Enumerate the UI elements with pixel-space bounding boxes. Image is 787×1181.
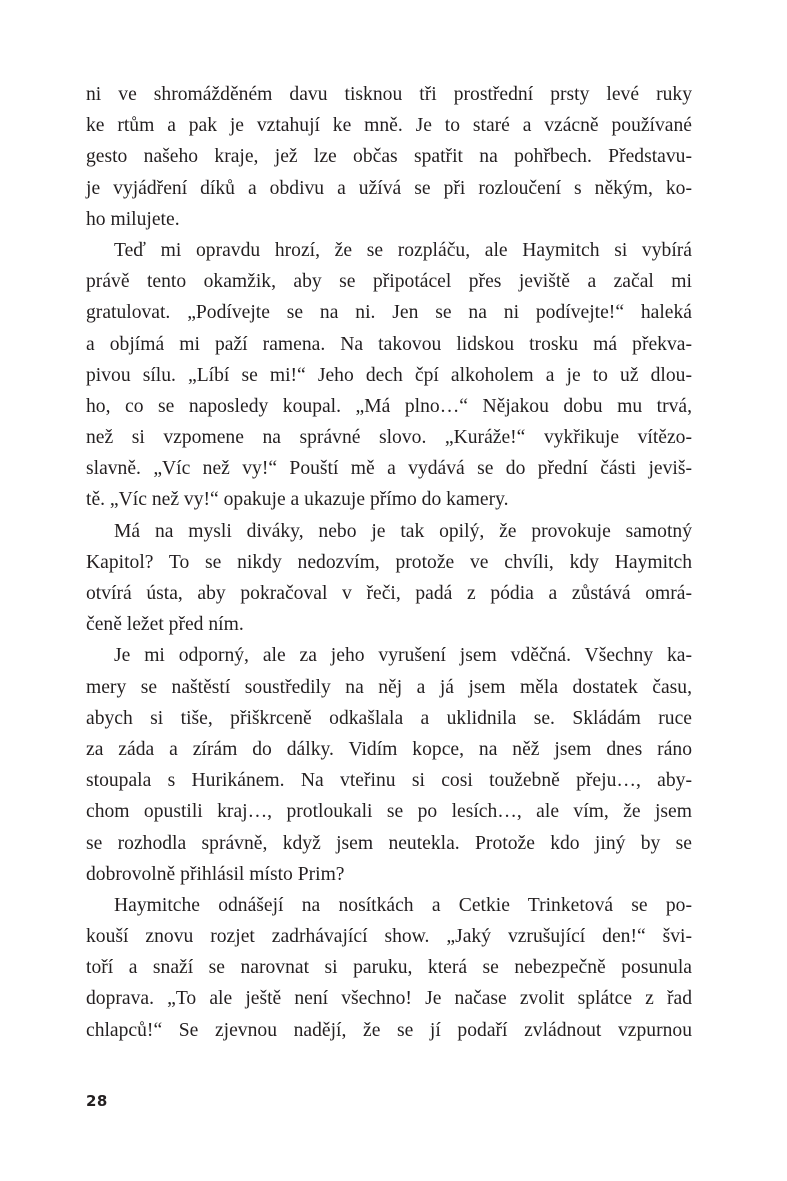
text-line: mery se naštěstí soustředily na něj a já jsem měla dostatek času, [86,676,692,698]
text-line: ke rtům a pak je vztahují ke mně. Je to staré a vzácně používané [86,115,692,137]
text-line: chlapců!“ Se zjevnou nadějí, že se jí podaří zvládnout vzpurnou [86,1019,692,1041]
text-line: Kapitol? To se nikdy nedozvím, protože ve chvíli, kdy Haymitch [86,551,692,573]
paragraph [86,890,692,1046]
page-number: 28 [86,1092,108,1110]
text-line: chom opustili kraj…, protloukali se po lesích…, ale vím, že jsem [86,801,692,823]
paragraph [86,79,692,235]
text-line: slavně. „Víc než vy!“ Pouští mě a vydává se do přední části jeviš- [86,458,692,480]
text-line: kouší znovu rozjet zadrhávající show. „Jaký vzrušující den!“ švi- [86,926,692,948]
text-line: otvírá ústa, aby pokračoval v řeči, padá z pódia a zůstává omrá- [86,583,692,604]
text-line: pivou sílu. „Líbí se mi!“ Jeho dech čpí alkoholem a je to už dlou- [86,364,692,386]
text-line: právě tento okamžik, aby se připotácel přes jeviště a začal mi [86,271,692,293]
text-line: Teď mi opravdu hrozí, že se rozpláču, ale Haymitch si vybírá [114,239,692,261]
text-line: a objímá mi paží ramena. Na takovou lidskou trosku má překva- [86,333,692,355]
paragraph [86,640,692,890]
text-line: toří a snaží se narovnat si paruku, která se nebezpečně posunula [86,957,692,979]
paragraph [86,235,692,516]
paragraph [86,516,692,641]
text-line: Haymitche odnášejí na nosítkách a Cetkie Trinketová se po- [114,894,692,916]
text-line: je vyjádření díků a obdivu a užívá se při rozloučení s někým, ko- [86,177,692,199]
text-line: abych si tiše, přiškrceně odkašlala a uklidnila se. Skládám ruce [86,707,692,729]
text-line: ho milujete. [86,208,180,230]
text-line: Je mi odporný, ale za jeho vyrušení jsem vděčná. Všechny ka- [114,645,692,667]
text-line: se rozhodla správně, když jsem neutekla. Protože kdo jiný by se [86,832,692,854]
text-line: Má na mysli diváky, nebo je tak opilý, že provokuje samotný [114,520,692,542]
text-line: než si vzpomene na správné slovo. „Kuráže!“ vykřikuje vítězo- [86,427,692,449]
text-line: dobrovolně přihlásil místo Prim? [86,863,345,885]
text-line: ho, co se naposledy koupal. „Má plno…“ Nějakou dobu mu trvá, [86,395,692,417]
text-line: doprava. „To ale ještě není všechno! Je načase zvolit splátce z řad [86,988,692,1010]
text-line: čeně ležet před ním. [86,614,244,636]
text-line: tě. „Víc než vy!“ opakuje a ukazuje přímo do kamery. [86,489,509,511]
text-line: stoupala s Hurikánem. Na vteřinu si cosi toužebně přeju…, aby- [86,770,692,792]
text-line: ni ve shromážděném davu tisknou tři prostřední prsty levé ruky [86,84,692,105]
page-body [86,79,692,1046]
text-line: gesto našeho kraje, jež lze občas spatřit na pohřbech. Představu- [86,146,692,168]
text-line: gratulovat. „Podívejte se na ni. Jen se na ni podívejte!“ haleká [86,302,692,324]
text-line: za záda a zírám do dálky. Vidím kopce, na něž jsem dnes ráno [86,738,692,760]
